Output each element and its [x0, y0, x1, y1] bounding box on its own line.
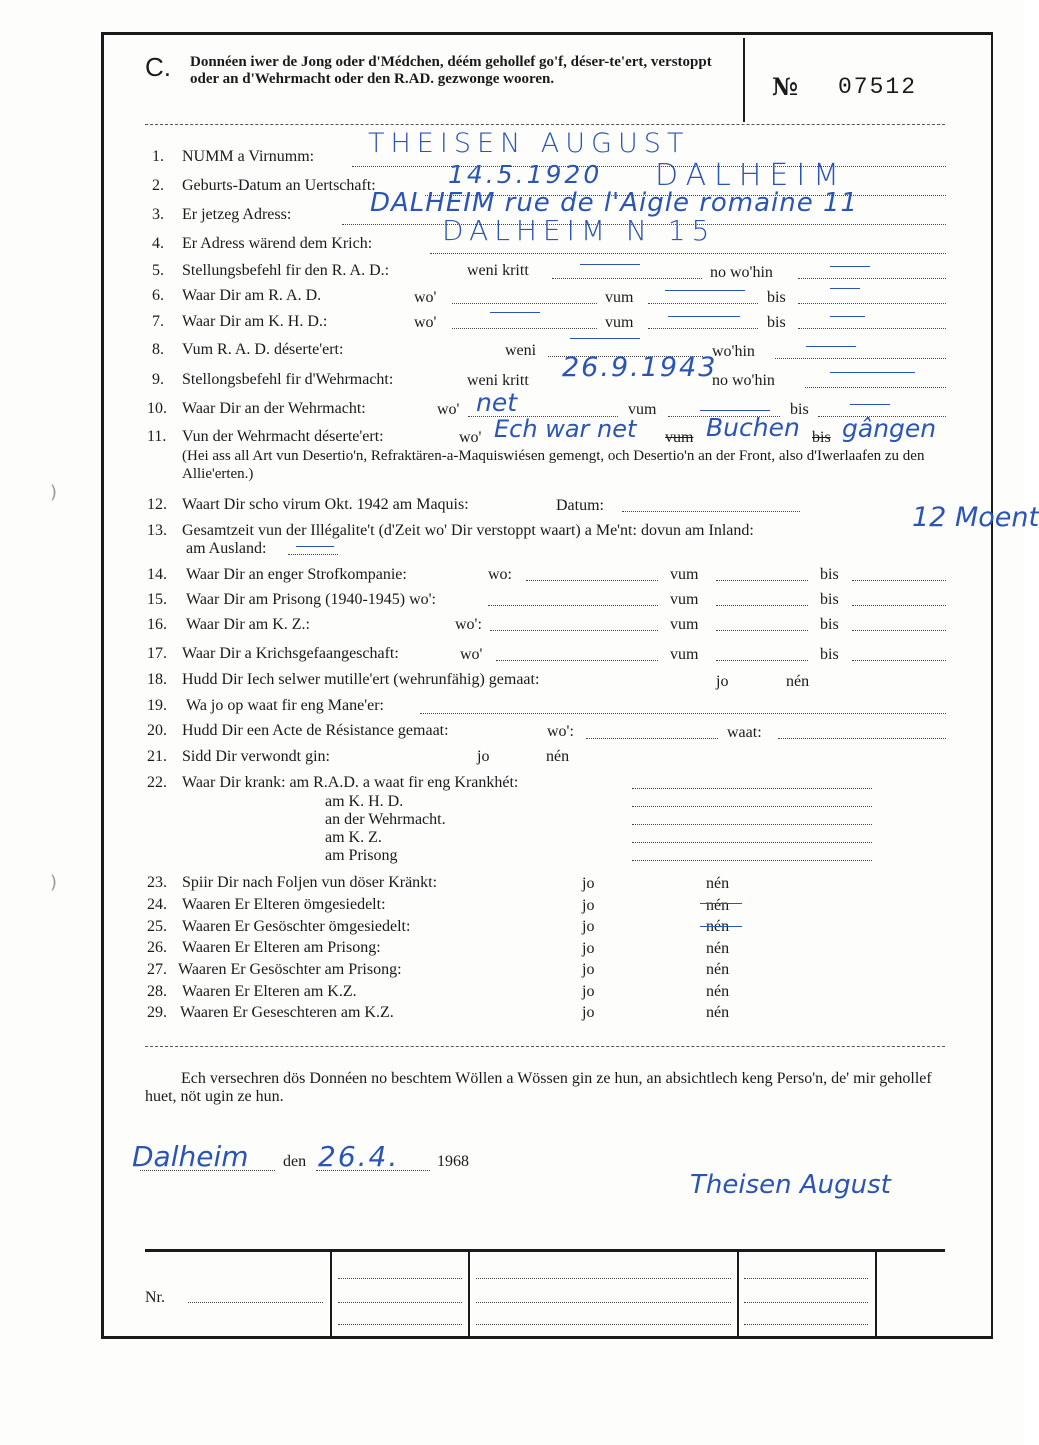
field-label: am Ausland: [186, 540, 267, 557]
signature: Theisen August [690, 1170, 891, 1200]
answer-line [632, 860, 872, 861]
answer-line [852, 660, 946, 661]
footer-cell-line [744, 1324, 868, 1325]
blank-stroke [830, 372, 915, 373]
field-label: Datum: [556, 497, 604, 514]
item-label-war-address: Er Adress wärend dem Krich: [182, 235, 373, 252]
item-label: Hudd Dir Iech selwer mutille'ert (wehrunfähig) gemaat: [182, 671, 540, 688]
answer-address: DALHEIM rue de l'Aigle romaine 11 [370, 188, 859, 218]
footer-cell-line [338, 1278, 462, 1279]
form-number: 07512 [838, 74, 918, 100]
item-number: 17. [147, 645, 167, 662]
answer-line [798, 278, 946, 279]
option-no: nén [546, 748, 570, 765]
answer-birth-place: DALHEIM [655, 158, 848, 193]
item-number: 5. [152, 262, 164, 279]
option-yes: jo [477, 748, 490, 765]
item-label-address: Er jetzeg Adress: [182, 206, 292, 223]
footer-divider [737, 1252, 739, 1338]
option-yes: jo [582, 983, 595, 1000]
field-label: bis [812, 429, 831, 446]
item-label-name: NUMM a Virnumm: [182, 148, 315, 165]
item-label: Waar Dir am R. A. D. [182, 287, 322, 304]
answer-line [586, 738, 718, 739]
item-number: 9. [152, 371, 164, 388]
field-label: wo' [414, 314, 437, 331]
option-no: nén [706, 983, 730, 1000]
footer-cell-line [476, 1278, 731, 1279]
punch-hole-mark: ) [50, 872, 58, 893]
item-label: Waaren Er Gesöschter am Prisong: [178, 961, 402, 978]
item-number: 16. [147, 616, 167, 633]
option-yes: jo [582, 940, 595, 957]
declaration-text: Ech versechren dös Donnéen no beschtem Wöllen a Wössen gin ze hun, an absichtlech keng Perso'n, de' mir gehollef huet, nöt ugin ze hun. [145, 1070, 932, 1105]
item-number: 4. [152, 235, 164, 252]
option-no-selected: nén [706, 897, 730, 914]
form-title: Donnéen iwer de Jong oder d'Médchen, déém gehollef go'f, déser-te'ert, verstoppt oder an d'Wehrmacht oder den R.AD. gezwonge wooren. [190, 54, 712, 87]
item-number: 23. [147, 874, 167, 891]
footer-rule [145, 1249, 945, 1252]
answer-name: THEISEN AUGUST [368, 128, 690, 159]
answer-line [716, 630, 808, 631]
item-label: Hudd Dir een Acte de Résistance gemaat: [182, 722, 449, 739]
no-mark [700, 903, 742, 904]
item-number: 22. [147, 774, 167, 791]
header-rule [145, 124, 945, 125]
item-label: Sidd Dir verwondt gin: [182, 748, 330, 765]
sub-item-label: an der Wehrmacht. [325, 811, 446, 828]
field-label: weni kritt [467, 372, 529, 389]
option-no-selected: nén [706, 918, 730, 935]
number-sign: № [772, 72, 799, 101]
answer-deserted-place: Buchen [706, 413, 800, 442]
blank-stroke [806, 346, 856, 347]
footer-cell-line [476, 1324, 731, 1325]
option-yes: jo [582, 1004, 595, 1021]
item-number: 20. [147, 722, 167, 739]
footer-cell-line [338, 1302, 462, 1303]
blank-stroke [850, 404, 890, 405]
section-letter: C. [145, 52, 171, 82]
item-number: 1. [152, 148, 164, 165]
field-label: wo: [488, 566, 512, 583]
footer-cell-line [744, 1302, 868, 1303]
field-label: vum [670, 566, 699, 583]
sub-item-label: am K. H. D. [325, 793, 404, 810]
answer-line [526, 580, 658, 581]
item-label: Waar Dir an der Wehrmacht: [182, 400, 366, 417]
item-number: 13. [147, 522, 167, 539]
item-number: 8. [152, 341, 164, 358]
field-label: weni [505, 342, 537, 359]
signature-date: 26.4. [318, 1140, 400, 1173]
answer-war-address: DALHEIM N 15 [442, 214, 716, 247]
field-label: wo' [459, 429, 482, 446]
item-label-birth: Geburts-Datum an Uertschaft: [182, 177, 376, 194]
item-label: Waar Dir krank: am R.A.D. a waat fir eng Krankhét: [182, 774, 519, 791]
blank-stroke [570, 338, 640, 339]
answer-line [778, 738, 946, 739]
header-divider [743, 38, 745, 122]
answer-line [452, 303, 597, 304]
field-label: bis [790, 401, 809, 418]
answer-line [622, 511, 800, 512]
footer-divider [330, 1252, 332, 1338]
blank-stroke [580, 264, 640, 265]
option-yes: jo [582, 961, 595, 978]
answer-line [716, 605, 808, 606]
answer-wehrmacht-order-date: 26.9.1943 [562, 352, 718, 383]
option-no: nén [706, 940, 730, 957]
item-number: 15. [147, 591, 167, 608]
item-label: Stellongsbefehl fir d'Wehrmacht: [182, 371, 394, 388]
field-label: bis [820, 566, 839, 583]
answer-line [632, 842, 872, 843]
answer-line [420, 713, 946, 714]
field-label: bis [820, 591, 839, 608]
footer-cell-line [744, 1278, 868, 1279]
section-rule [145, 1046, 945, 1047]
field-label: no wo'hin [710, 264, 773, 281]
signature-place: Dalheim [132, 1140, 249, 1173]
answer-line [716, 580, 808, 581]
answer-line [552, 278, 702, 279]
no-mark [700, 926, 742, 927]
answer-line [798, 303, 946, 304]
answer-deserted-where: Ech war net [494, 415, 637, 443]
answer-wehrmacht-where: net [476, 388, 518, 417]
field-label: vum [628, 401, 657, 418]
answer-line [805, 387, 946, 388]
item-number: 28. [147, 983, 167, 1000]
field-label: vum [670, 616, 699, 633]
item-number: 11. [147, 428, 167, 445]
field-label: vum [665, 429, 694, 446]
blank-stroke [830, 316, 865, 317]
field-label: bis [820, 616, 839, 633]
answer-inland-duration: 12 Moent [912, 502, 1039, 533]
option-yes: jo [716, 673, 729, 690]
signature-year: 1968 [437, 1153, 469, 1170]
item-label: Waaren Er Gesöschter ömgesiedelt: [182, 918, 411, 935]
field-label: vum [670, 591, 699, 608]
field-label: wo' [414, 289, 437, 306]
answer-line [852, 580, 946, 581]
item-label: Stellungsbefehl fir den R. A. D.: [182, 262, 390, 279]
blank-stroke [665, 290, 745, 291]
field-label: vum [605, 314, 634, 331]
answer-line [430, 253, 946, 254]
option-yes: jo [582, 918, 595, 935]
answer-line [188, 1302, 323, 1303]
item-label: Waar Dir am K. H. D.: [182, 313, 328, 330]
blank-stroke [668, 316, 740, 317]
answer-birth-date: 14.5.1920 [448, 160, 603, 189]
footer-divider [875, 1252, 877, 1338]
footer-cell-line [338, 1324, 462, 1325]
item-number: 19. [147, 697, 167, 714]
item-label: Wa jo op waat fir eng Mane'er: [186, 697, 384, 714]
item-number: 6. [152, 287, 164, 304]
field-label: wo'hin [712, 343, 755, 360]
item-number: 3. [152, 206, 164, 223]
item-label: Vum R. A. D. déserte'ert: [182, 341, 344, 358]
nr-label: Nr. [145, 1289, 165, 1306]
item-11-note: (Hei ass all Art vun Desertio'n, Refraktären-a-Maquiswiésen gemengt, och Desertio'n an der Front, also d'Iwerlaafen zu den Allie'erten.) [182, 448, 925, 482]
option-no: nén [706, 875, 730, 892]
field-label: vum [605, 289, 634, 306]
footer-divider [468, 1252, 470, 1338]
field-label: wo' [437, 401, 460, 418]
item-label: Waar Dir am K. Z.: [186, 616, 310, 633]
option-yes: jo [582, 897, 595, 914]
answer-line [632, 824, 872, 825]
item-number: 25. [147, 918, 167, 935]
item-label: Spiir Dir nach Foljen vun döser Kränkt: [182, 874, 438, 891]
answer-line [852, 630, 946, 631]
den-label: den [283, 1153, 307, 1170]
answer-line [316, 1170, 430, 1171]
footer-cell-line [476, 1302, 731, 1303]
answer-deserted-note: gângen [842, 414, 937, 443]
item-number: 18. [147, 671, 167, 688]
item-number: 27. [147, 961, 167, 978]
blank-stroke [700, 410, 770, 411]
item-label: Waart Dir scho virum Okt. 1942 am Maquis: [182, 496, 469, 513]
answer-line [716, 660, 808, 661]
blank-stroke [830, 266, 870, 267]
field-label: weni kritt [467, 262, 529, 279]
blank-stroke [830, 288, 860, 289]
answer-line [648, 303, 758, 304]
option-no: nén [706, 1004, 730, 1021]
item-number: 21. [147, 748, 167, 765]
field-label: wo': [455, 616, 482, 633]
blank-stroke [490, 312, 540, 313]
option-no: nén [786, 673, 810, 690]
sub-item-label: am K. Z. [325, 829, 382, 846]
item-label: Vun der Wehrmacht déserte'ert: [182, 428, 384, 445]
answer-line [852, 605, 946, 606]
item-number: 24. [147, 896, 167, 913]
answer-line [775, 358, 946, 359]
answer-line [648, 328, 758, 329]
field-label: bis [767, 289, 786, 306]
answer-line [140, 1170, 275, 1171]
item-label: Waaren Er Elteren am K.Z. [182, 983, 357, 1000]
item-label: Waaren Er Elteren ömgesiedelt: [182, 896, 386, 913]
item-label: Waar Dir a Krichsgefaangeschaft: [182, 645, 399, 662]
item-label: Gesamtzeit vun der Illégalite't (d'Zeit wo' Dir verstoppt waart) a Me'nt: dovun am Inland: [182, 522, 754, 539]
field-label: wo' [460, 646, 483, 663]
item-number: 29. [147, 1004, 167, 1021]
option-no: nén [706, 961, 730, 978]
item-number: 14. [147, 566, 167, 583]
answer-line [490, 630, 658, 631]
field-label: vum [670, 646, 699, 663]
blank-stroke [296, 546, 334, 547]
answer-line [798, 328, 946, 329]
item-number: 12. [147, 496, 167, 513]
field-label: wo': [547, 723, 574, 740]
item-number: 2. [152, 177, 164, 194]
item-label: Waaren Er Elteren am Prisong: [182, 939, 381, 956]
answer-line [488, 605, 658, 606]
item-label: Waaren Er Geseschteren am K.Z. [180, 1004, 394, 1021]
field-label: waat: [727, 724, 762, 741]
field-label: no wo'hin [712, 372, 775, 389]
answer-line [352, 166, 946, 167]
item-number: 26. [147, 939, 167, 956]
sub-item-label: am Prisong [325, 847, 398, 864]
item-label: Waar Dir am Prisong (1940-1945) wo': [186, 591, 436, 608]
item-label: Waar Dir an enger Strofkompanie: [186, 566, 407, 583]
item-number: 10. [147, 400, 167, 417]
answer-line [632, 788, 872, 789]
answer-line [632, 806, 872, 807]
punch-hole-mark: ) [50, 482, 58, 503]
answer-line [452, 328, 597, 329]
item-number: 7. [152, 313, 164, 330]
field-label: bis [767, 314, 786, 331]
answer-line [288, 554, 338, 555]
option-yes: jo [582, 875, 595, 892]
field-label: bis [820, 646, 839, 663]
answer-line [496, 660, 658, 661]
